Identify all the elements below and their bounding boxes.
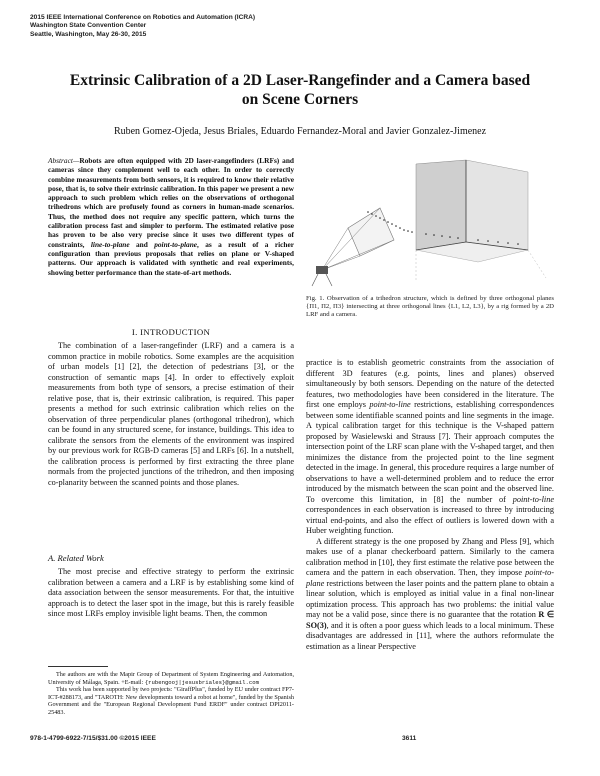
intro-column-2 [306,358,554,652]
conference-name: 2015 IEEE International Conference on Robotics and Automation (ICRA) [30,14,256,21]
related-work-paragraph-1: The most precise and effective strategy to perform the extrinsic calibration between a camera and a LRF is by establishing some kind of data association between the sensor measurements. For that, the intuitive approach is to detect the laser spot in the image, but this is rarely feasible since most LRFs employ invisible light beams. Then, the common [48,567,294,618]
section-heading-introduction: I. INTRODUCTION [131,327,211,337]
title-line-2: on Scene Corners [241,91,359,108]
related-work-column-1 [48,567,294,620]
intro-column-1 [48,341,294,488]
abstract-dash: — [72,156,80,165]
sensor-rig [316,266,328,274]
camera-frustum [348,208,394,256]
conference-location-date: Seattle, Washington, May 26-30, 2015 [30,30,147,38]
author-list: Ruben Gomez-Ojeda, Jesus Briales, Eduardo Fernandez-Moral and Javier Gonzalez-Jimenez [113,126,487,137]
page-number: 3611 [402,735,417,742]
figure-1-trihedron [308,158,558,290]
footnote-funding: This work has been supported by two projects: "GiraffPlus", funded by EU under contract FP7-ICT-#288173, and "TAROTH: New developments toward a robot at home", funded by the Spanish Government and the "European Regional Development Fund ERDF" under contract DPI2011-25483. [48,686,294,716]
intro-paragraph-1: The combination of a laser-rangefinder (LRF) and a camera is a common practice in mobile robotics. Some examples are the acquisition of urban models [1] [2], the detection of pedestrians [3], or the construction of semantic maps [4]. In order to effectively exploit measurements from both type of sensors, a precise estimation of their relative pose, that is, their extrinsic calibration, is required. This paper presents a method for such extrinsic calibration which relies on the observation of three perpendicular planes (orthogonal trihedron), which can be found in any structured scene, for instance, buildings. This idea to calibrate the sensors from the elements of the environment was inspired by our previous work for RGB-D cameras [5] and LRFs [6]. In a nutshell, the calibration process is performed by first extracting the three plane normals from the projected junctions of the trihedron, and then imposing co-planarity between the scanned points and those planes. [48,341,294,487]
footnotes [48,671,294,717]
footnote-email: {rubengooj|jesusbriales}@gmail.com [144,678,259,686]
abstract-term-point-to-plane: point-to-plane [154,239,198,249]
abstract-and: and [136,239,148,249]
paper-title [40,71,560,109]
column2-paragraph-2: A different strategy is the one proposed by Zhang and Pless [9], which makes use of a planar checkerboard pattern. Similarly to the camera calibration method in [10], they first estimate the relative pose between the camera and the pattern in each observation. Then, they impose point-to-plane restrictions between the laser points and the pattern plane to obtain a linear solution, which is employed as initial value in a final non-linear optimization process. This approach has two problems: the initial value may not be a valid pose, since there is no guarantee that the rotation R ∈ SO(3), and it is often a poor guess which leads to a local minimum. These disadvantages are addressed in [11], where the authors reformulate the estimation as a linear Perspective [306,536,555,651]
conference-venue: Washington State Convention Center [30,22,147,30]
plane-pi2 [466,160,528,250]
plane-pi1 [416,160,466,250]
trihedron-illustration [308,158,558,290]
subsection-heading-related-work: A. Related Work [48,553,104,563]
title-line-1: Extrinsic Calibration of a 2D Laser-Rangefinder and a Camera based [69,72,531,89]
abstract-label: Abstract [48,156,73,165]
figure-1-caption: Fig. 1. Observation of a trihedron structure, which is defined by three orthogonal planes {Π1, Π2, Π3} intersecting at three orthogonal lines {L1, L2, L3}, by a rig formed by a 2D LRF and a camera. [306,295,554,319]
abstract [48,156,294,277]
isbn-footer: 978-1-4799-6922-7/15/$31.00 ©2015 IEEE [30,735,156,742]
column2-paragraph-1: practice is to establish geometric constraints from the association of different 3D features (e.g. points, lines and planes) observed simultaneously by both sensors. Depending on the nature of the detected features, two methodologies have been considered in the literature. The first one employs point-to-line restrictions, establishing correspondences between some identifiable scanned points and line segments in the image. A typical calibration target for this technique is the V-shaped pattern proposed by Wasielewski and Strauss [7]. Their approach computes the intersection point of the LRF scan plane with the V-shaped target, and then minimizes the distance from the projected point to the line segment detected in the image. In general, this procedure requires a large number of observations to have a well-determined problem and to reduce the error introduced by the mismatch between the scan point and the observed line. To overcome this limitation, in [8] the number of point-to-line correspondences in each observation is increased to three by introducing virtual end-points, and also the effect of outliers is lowered down with a Huber weighting function. [306,358,555,535]
abstract-term-line-to-plane: line-to-plane [90,239,130,249]
abstract-text-1: Robots are often equipped with 2D laser-rangefinders (LRFs) and cameras since they complement well to each other. In order to correctly combine measurements from both sensors, it is required to know their relative pose, that is, to solve their extrinsic calibration. In this paper we present a new approach to such problem which relies on the observations of orthogonal trihedrons which are profusely found as corners in human-made scenarios. Thus, the method does not require any specific pattern, which turns the calibration process fast and simpler to perform. The estimated relative pose has proven to be also very precise since it uses two different types of constraints, [48,156,294,249]
abstract-text-2: , as a result of a richer configuration than previous proposals that relies on plane or V-shaped patterns. Our approach is validated with synthetic and real experiments, showing better performance than the state-of-art methods. [48,239,294,277]
footnote-affiliation: The authors are with the Mapir Group of Department of System Engineering and Automation, University of Málaga, Spain. +E-mail: {rubengooj|jesusbriales}@gmail.com [48,671,294,686]
conference-header [30,14,255,39]
footnote-rule [48,666,108,667]
